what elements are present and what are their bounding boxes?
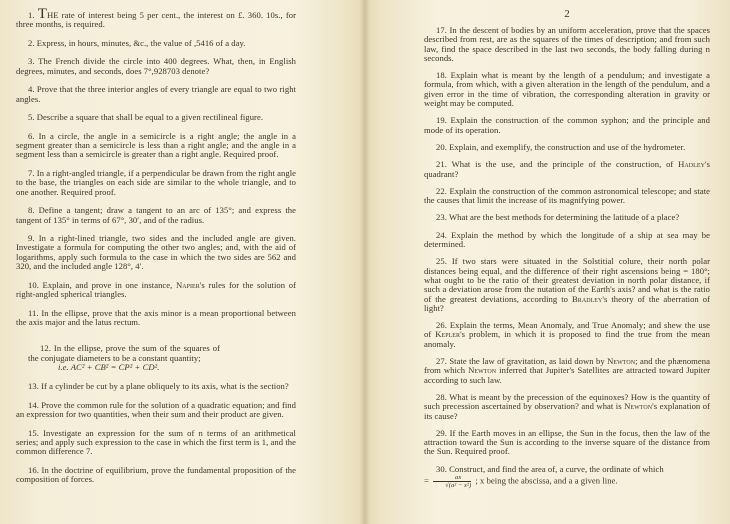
question-number: 23. bbox=[436, 212, 447, 223]
question-21 bbox=[424, 160, 710, 179]
question-number: 5. bbox=[28, 112, 35, 123]
question-number: 21. bbox=[436, 159, 447, 170]
question-text: Explain the method by which the longitude of a ship at sea may be determined. bbox=[424, 229, 711, 250]
equation: i.e. AC² + CB² = CP² + CD². bbox=[58, 361, 160, 372]
drop-cap: T bbox=[37, 6, 47, 22]
question-text: Explain, and exemplify, the construction and use of the hydrometer. bbox=[449, 141, 686, 152]
question-number: 20. bbox=[436, 141, 447, 152]
author-name: Hadley bbox=[678, 159, 705, 170]
question-3 bbox=[16, 57, 296, 76]
equals-sign: = bbox=[424, 475, 429, 486]
question-7 bbox=[16, 169, 296, 197]
question-number: 30. bbox=[436, 463, 447, 474]
question-text: HE rate of interest being 5 per cent., the interest on £. 360. 10s., for three months, is required. bbox=[16, 10, 296, 30]
question-text: 's problem, in which it is proposed to find the true from the mean anomaly. bbox=[424, 329, 710, 349]
author-name: Bradley bbox=[571, 293, 603, 304]
question-text: Investigate an expression for the sum of n terms of an arithmetical series; and apply such expression to the case in which the first term is 1, and the common difference 7. bbox=[16, 427, 296, 457]
question-number: 28. bbox=[436, 391, 447, 402]
left-page bbox=[0, 0, 360, 524]
question-text: Explain the construction of the common astronomical telescope; and state the causes that limit the increase of its magnifying power. bbox=[424, 185, 710, 206]
question-number: 22. bbox=[436, 185, 447, 196]
question-number: 17. bbox=[436, 25, 447, 35]
question-text: State the law of gravitation, as laid down by bbox=[449, 356, 608, 367]
author-name: Kepler bbox=[435, 329, 461, 340]
question-26 bbox=[424, 321, 710, 349]
question-text: Define a tangent; draw a tangent to an arc of 135°; and express the tangent of 135° in terms of 67°, 30′, and of the radius. bbox=[16, 205, 296, 225]
question-24 bbox=[424, 231, 710, 250]
question-text: Explain what is meant by the length of a pendulum; and investigate a formula, from which, with a given alteration in the length of the pendulum, and a given error in the time of vibration, the corresponding alteration in gravity or weight may be computed. bbox=[424, 70, 710, 109]
question-22 bbox=[424, 187, 710, 206]
question-13 bbox=[16, 382, 296, 391]
question-number: 24. bbox=[436, 229, 447, 240]
question-number: 27. bbox=[436, 356, 447, 367]
question-text: The French divide the circle into 400 degrees. What, then, in English degrees, minutes, and seconds, does 7°,928703 denote? bbox=[16, 56, 296, 76]
question-text: If a cylinder be cut by a plane obliquely to its axis, what is the section? bbox=[41, 381, 289, 392]
question-number: 16. bbox=[28, 464, 39, 475]
question-10 bbox=[16, 281, 296, 300]
question-11 bbox=[16, 309, 296, 328]
question-text: What is the use, and the principle of the construction, of bbox=[451, 159, 679, 170]
question-29 bbox=[424, 429, 710, 457]
question-text: ; x being the abscissa, and a a given line. bbox=[475, 475, 618, 486]
question-number: 25. bbox=[436, 256, 447, 267]
question-text: 's quadrant? bbox=[424, 159, 710, 179]
question-text: inferred that Jupiter's Satellites are attracted toward Jupiter according to such law. bbox=[424, 365, 711, 385]
question-text: What are the best methods for determining the latitude of a place? bbox=[448, 212, 680, 223]
question-17 bbox=[424, 26, 710, 63]
author-name: Napier bbox=[175, 279, 200, 290]
fraction-denominator: √(a² − x²) bbox=[445, 481, 472, 489]
question-number: 8. bbox=[28, 205, 35, 216]
book-fold bbox=[360, 0, 370, 524]
question-number: 4. bbox=[28, 84, 35, 95]
fraction-numerator: ax bbox=[433, 474, 471, 482]
question-text: In the ellipse, prove that the axis minor is a mean proportional between the axis major and the latus rectum. bbox=[16, 307, 297, 327]
question-number: 1. bbox=[28, 10, 35, 20]
question-text: Explain, and prove in one instance, bbox=[42, 279, 176, 290]
question-text: ; and the phænomena from which bbox=[424, 356, 710, 376]
question-number: 7. bbox=[28, 168, 35, 179]
question-text: Express, in hours, minutes, &c., the value of ,5416 of a day. bbox=[36, 37, 246, 48]
question-19 bbox=[424, 116, 710, 135]
question-text: If two stars were situated in the Solstitial colure, their north polar distances being equal, and the difference of their right ascensions being = 180°; what ought to be the ratio of their greatest deviation in north polar distance, if such a deviation arose from the nutation of the Earth's axis? and what is the ratio of the greatest deviations, according to bbox=[424, 256, 710, 304]
right-page bbox=[370, 0, 730, 524]
question-number: 3. bbox=[28, 56, 35, 67]
question-number: 14. bbox=[28, 399, 39, 410]
question-23 bbox=[424, 213, 710, 222]
question-18 bbox=[424, 71, 710, 108]
question-text: In the doctrine of equilibrium, prove the fundamental proposition of the composition of forces. bbox=[16, 464, 296, 485]
question-text: Construct, and find the area of, a curve, the ordinate of which bbox=[449, 463, 664, 474]
question-text: Explain the construction of the common syphon; and the principle and mode of its operation. bbox=[424, 115, 710, 135]
author-name: Newton bbox=[624, 401, 653, 412]
question-number: 2. bbox=[28, 37, 35, 48]
question-text: Prove the common rule for the solution of a quadratic equation; and find an expression for two quantities, when their sum and their product are given. bbox=[16, 399, 296, 420]
question-2 bbox=[16, 39, 296, 48]
fraction bbox=[433, 474, 471, 489]
question-text: Explain the terms, Mean Anomaly, and True Anomaly; and shew the use of bbox=[424, 320, 710, 340]
question-text: 's explanation of its cause? bbox=[424, 401, 710, 421]
question-number: 26. bbox=[436, 320, 447, 331]
author-name: Newton bbox=[468, 365, 497, 376]
question-6 bbox=[16, 132, 296, 160]
question-14 bbox=[16, 401, 296, 420]
question-25 bbox=[424, 257, 710, 313]
question-number: 15. bbox=[28, 427, 39, 438]
question-text: Describe a square that shall be equal to a given rectilineal figure. bbox=[36, 112, 264, 123]
question-number: 19. bbox=[436, 115, 447, 126]
question-text: If the Earth moves in an ellipse, the Sun in the focus, then the law of the attraction toward the Sun is according to the inverse square of the distance from the Sun. Required proof. bbox=[424, 427, 711, 457]
question-text: In a right-angled triangle, if a perpendicular be drawn from the right angle to the base, the triangles on each side are similar to the whole triangle, and to one another. Required proof. bbox=[16, 168, 296, 197]
question-text: In a circle, the angle in a semicircle is a right angle; the angle in a segment greater than a semicircle is less than a right angle; and the angle in a segment less than a semicircle is greater than a right angle. Required proof. bbox=[16, 130, 296, 160]
question-number: 12. bbox=[40, 343, 51, 354]
question-28 bbox=[424, 393, 710, 421]
question-12 bbox=[16, 344, 296, 372]
question-4 bbox=[16, 85, 296, 104]
question-15 bbox=[16, 429, 296, 457]
question-text: What is meant by the precession of the equinoxes? How is the quantity of such precession ascertained by observation? and what is bbox=[424, 391, 710, 412]
question-number: 18. bbox=[436, 70, 447, 81]
question-20 bbox=[424, 143, 710, 152]
question-text: In the descent of bodies by an uniform acceleration, prove that the spaces described from rest, are as the squares of the times of description; and from such law, find the space described in the last two seconds, the body falling during n seconds. bbox=[424, 25, 710, 63]
question-number: 10. bbox=[28, 279, 39, 290]
question-1 bbox=[16, 6, 296, 30]
page-number: 2 bbox=[564, 8, 570, 20]
question-text: Prove that the three interior angles of every triangle are equal to two right angles. bbox=[16, 84, 296, 104]
question-text: 's theory of the aberration of light? bbox=[424, 293, 710, 313]
question-text: 's rules for the solution of right-angled spherical triangles. bbox=[16, 279, 296, 299]
question-number: 6. bbox=[28, 130, 35, 141]
question-text: In a right-lined triangle, two sides and the included angle are given. Investigate a formula for computing the other two angles; and, with the aid of logarithms, apply such formula to the case in which the two sides are 562 and 320, and the included angle 128°, 4′. bbox=[16, 233, 296, 272]
question-text: In the ellipse, prove the sum of the squares of the conjugate diameters to be a constant quantity; bbox=[28, 343, 220, 363]
question-16 bbox=[16, 466, 296, 485]
question-27 bbox=[424, 357, 710, 385]
question-30 bbox=[424, 465, 710, 489]
question-number: 11. bbox=[28, 307, 39, 318]
question-9 bbox=[16, 234, 296, 271]
question-5 bbox=[16, 113, 296, 122]
question-number: 9. bbox=[28, 233, 35, 244]
question-number: 13. bbox=[28, 381, 39, 392]
question-8 bbox=[16, 206, 296, 225]
question-number: 29. bbox=[436, 427, 447, 438]
author-name: Newton bbox=[607, 356, 636, 367]
